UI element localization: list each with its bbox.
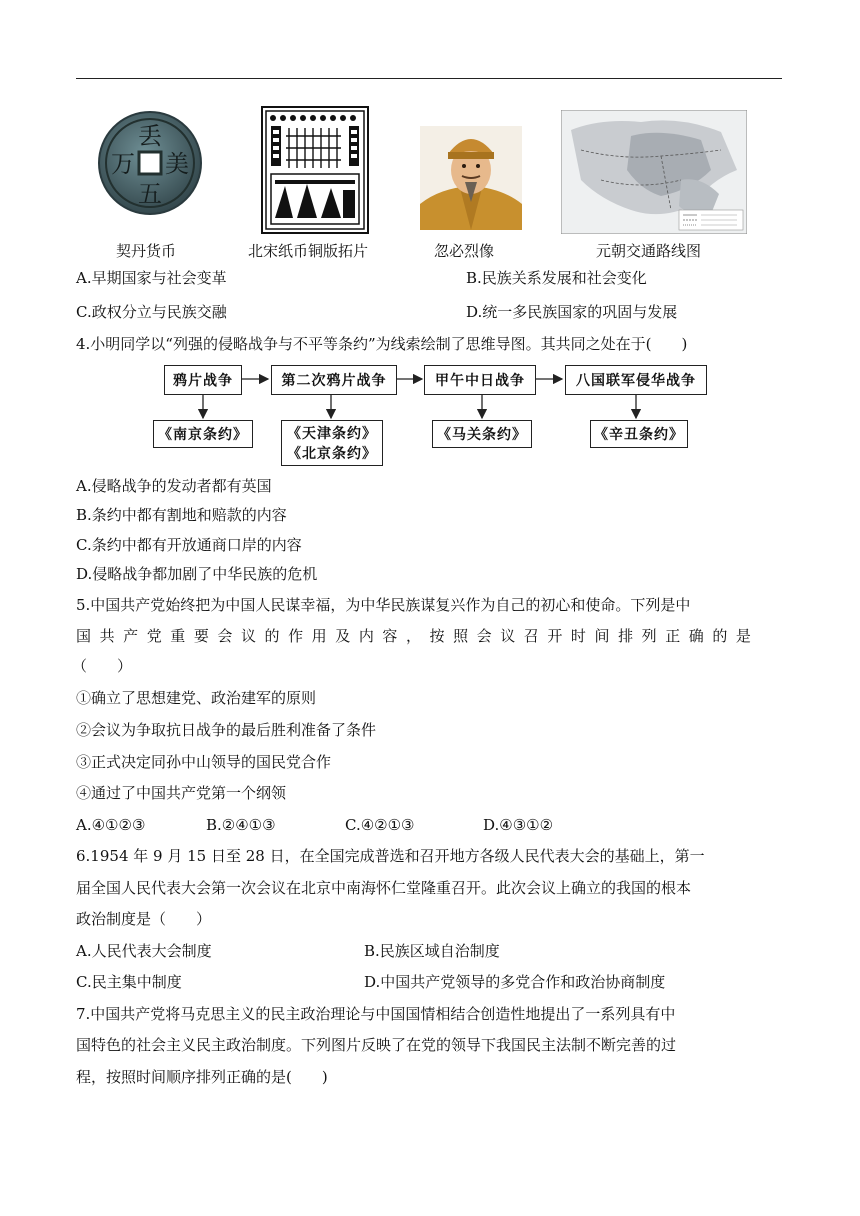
figure-caption-route-map: 元朝交通路线图	[596, 242, 702, 260]
q6-stem-line3: 政治制度是（ ）	[76, 910, 212, 928]
q5-item-4: ④通过了中国共产党第一个纲领	[76, 784, 287, 802]
q7-stem-line3: 程，按照时间顺序排列正确的是( )	[76, 1068, 328, 1086]
q5-stem-line3: （ ）	[72, 657, 133, 675]
q4-stem: 4.小明同学以“列强的侵略战争与不平等条约”为线索绘制了思维导图。其共同之处在于( )	[76, 335, 688, 353]
q5-item-2: ②会议为争取抗日战争的最后胜利准备了条件	[76, 721, 377, 739]
figure-caption-paper-money: 北宋纸币铜版拓片	[248, 242, 369, 260]
q6-option-c: C.民主集中制度	[76, 973, 182, 991]
coin-char-left: 万	[111, 150, 135, 178]
q4-option-a: A.侵略战争的发动者都有英国	[76, 477, 272, 495]
q5-option-d: D.④③①②	[483, 816, 554, 834]
q5-stem-line2: 国 共 产 党 重 要 会 议 的 作 用 及 内 容 ， 按 照 会 议 召 开 时 间 排 列 正 确 的 是	[76, 627, 753, 645]
coin-char-top: 丢	[138, 122, 162, 150]
mindmap-war-sino-japanese: 甲午中日战争	[424, 365, 536, 395]
mindmap-war-eight-nation: 八国联军侵华战争	[565, 365, 707, 395]
q5-stem-line1: 5.中国共产党始终把为中国人民谋幸福，为中华民族谋复兴作为自己的初心和使命。下列是中	[76, 596, 691, 614]
coin-char-right: 美	[165, 150, 189, 178]
q3-option-a: A.早期国家与社会变革	[76, 269, 227, 287]
mindmap-treaty-nanjing: 《南京条约》	[153, 420, 253, 448]
header-rule	[76, 78, 782, 79]
q7-stem-line1: 7.中国共产党将马克思主义的民主政治理论与中国国情相结合创造性地提出了一系列具有中	[76, 1005, 676, 1023]
mindmap-treaty-boxer: 《辛丑条约》	[590, 420, 688, 448]
khitan-coin-image	[97, 110, 203, 216]
q7-stem-line2: 国特色的社会主义民主政治制度。下列图片反映了在党的领导下我国民主法制不断完善的过	[76, 1036, 677, 1054]
mindmap-treaty-tianjin: 《天津条约》	[287, 426, 377, 442]
mindmap-treaty-shimonoseki: 《马关条约》	[432, 420, 532, 448]
q5-option-c: C.④②①③	[345, 816, 415, 834]
q5-option-a: A.④①②③	[76, 816, 146, 834]
q6-stem-line1: 6.1954 年 9 月 15 日至 28 日，在全国完成普选和召开地方各级人民代表大会的基础上，第一	[76, 847, 705, 865]
kublai-khan-portrait-image	[420, 126, 522, 230]
mindmap-war-second-opium: 第二次鸦片战争	[271, 365, 397, 395]
q5-item-1: ①确立了思想建党、政治建军的原则	[76, 689, 317, 707]
q6-option-a: A.人民代表大会制度	[76, 942, 212, 960]
yuan-route-map-image	[561, 110, 747, 234]
paper-money-rubbing-image	[261, 106, 369, 234]
q4-option-b: B.条约中都有割地和赔款的内容	[76, 506, 287, 524]
q3-option-c: C.政权分立与民族交融	[76, 303, 227, 321]
q5-option-b: B.②④①③	[206, 816, 276, 834]
figure-caption-kublai: 忽必烈像	[434, 242, 495, 260]
q4-option-c: C.条约中都有开放通商口岸的内容	[76, 536, 302, 554]
q3-option-d: D.统一多民族国家的巩固与发展	[466, 303, 678, 321]
mindmap-war-opium: 鸦片战争	[164, 365, 242, 395]
figure-caption-khitan-coin: 契丹货币	[116, 242, 177, 260]
q6-stem-line2: 届全国人民代表大会第一次会议在北京中南海怀仁堂隆重召开。此次会议上确立的我国的根本	[76, 879, 692, 897]
q6-option-d: D.中国共产党领导的多党合作和政治协商制度	[364, 973, 666, 991]
q5-item-3: ③正式决定同孙中山领导的国民党合作	[76, 753, 332, 771]
q4-option-d: D.侵略战争都加剧了中华民族的危机	[76, 565, 318, 583]
coin-char-bottom: 五	[138, 180, 162, 208]
mindmap-treaty-group-tianjin-beijing	[281, 420, 383, 466]
q6-option-b: B.民族区域自治制度	[364, 942, 500, 960]
q3-option-b: B.民族关系发展和社会变化	[466, 269, 647, 287]
mindmap-treaty-beijing: 《北京条约》	[287, 446, 377, 462]
